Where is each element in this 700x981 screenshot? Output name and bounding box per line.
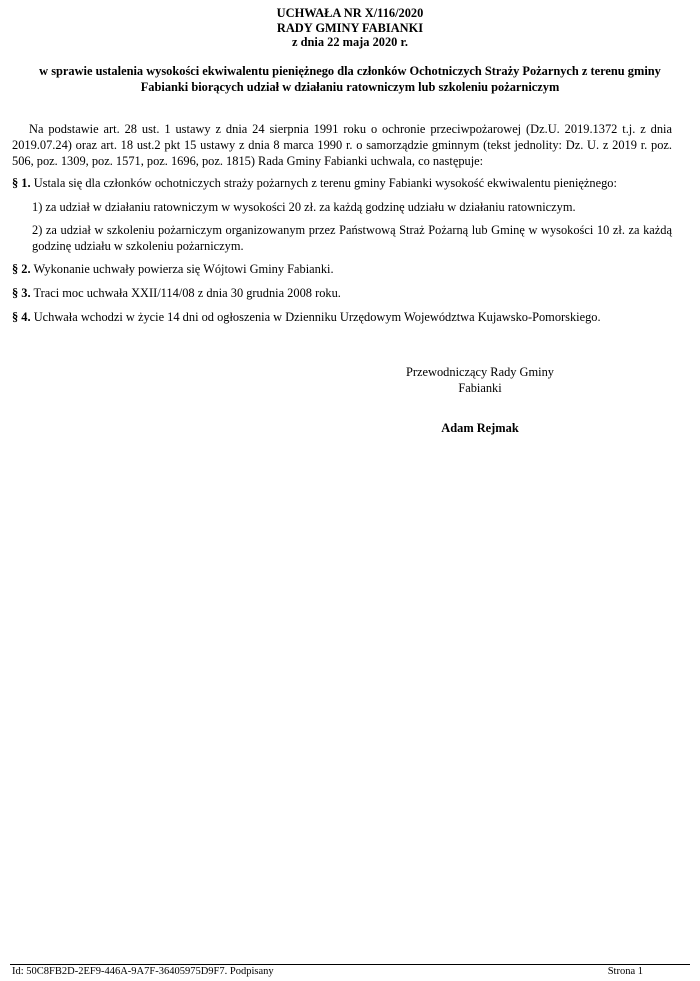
footer-divider [10, 964, 690, 965]
section-3-text: Traci moc uchwała XXII/114/08 z dnia 30 grudnia 2008 roku. [33, 286, 341, 300]
legal-basis-paragraph: Na podstawie art. 28 ust. 1 ustawy z dnia 24 sierpnia 1991 roku o ochronie przeciwpożarowej (Dz.U. 2019.1372 t.j. z dnia 2019.07.24) oraz art. 18 ust.2 pkt 15 ustawy z dnia 8 marca 1990 r. o samorządzie gminnym (tekst jednolity: Dz. U. z 2019 r. poz. 506, poz. 1309, poz. 1571, poz. 1696, poz. 1815) Rada Gminy Fabianki uchwala, co następuje: [12, 122, 672, 168]
section-4-text: Uchwała wchodzi w życie 14 dni od ogłoszenia w Dzienniku Urzędowym Województwa Kujawsko-Pomorskiego. [33, 310, 601, 324]
section-4-mark: § 4. [12, 310, 31, 324]
subject-line-2: Fabianki biorących udział w działaniu ratowniczym lub szkoleniu pożarniczym [140, 80, 560, 94]
section-1 [12, 175, 672, 191]
page-number: Strona 1 [607, 966, 643, 977]
section-1-mark: § 1. [12, 176, 31, 190]
subject-line-1: w sprawie ustalenia wysokości ekwiwalentu pieniężnego dla członków Ochotniczych Straży Pożarnych z terenu gminy [39, 64, 661, 78]
resolution-number: UCHWAŁA NR X/116/2020 [276, 6, 424, 20]
signer-name: Adam Rejmak [441, 421, 519, 435]
section-4 [12, 309, 672, 325]
section-3-mark: § 3. [12, 286, 31, 300]
section-1-text: Ustala się dla członków ochotniczych straży pożarnych z terenu gminy Fabianki wysokość ekwiwalentu pieniężnego: [33, 176, 617, 190]
resolution-date: z dnia 22 maja 2020 r. [292, 35, 408, 49]
section-2-text: Wykonanie uchwały powierza się Wójtowi Gminy Fabianki. [33, 262, 334, 276]
council-name: RADY GMINY FABIANKI [276, 20, 424, 35]
section-1-item-2: 2) za udział w szkoleniu pożarniczym organizowanym przez Państwową Straż Pożarną lub Gminę w wysokości 10 zł. za każdą godzinę udziału w szkoleniu pożarniczym. [32, 223, 672, 253]
resolution-subject [20, 63, 680, 95]
signature-role [405, 364, 555, 396]
resolution-body [12, 121, 672, 333]
section-3 [12, 285, 672, 301]
resolution-header [0, 6, 700, 50]
signature-role-line-1: Przewodniczący Rady Gminy [406, 365, 554, 379]
document-id: Id: 50C8FB2D-2EF9-446A-9A7F-36405975D9F7. Podpisany [12, 966, 274, 977]
section-2 [12, 261, 672, 277]
section-2-mark: § 2. [12, 262, 31, 276]
signature-role-line-2: Fabianki [458, 381, 502, 395]
section-1-item-1: 1) za udział w działaniu ratowniczym w wysokości 20 zł. za każdą godzinę udziału w działaniu ratowniczym. [32, 200, 576, 214]
